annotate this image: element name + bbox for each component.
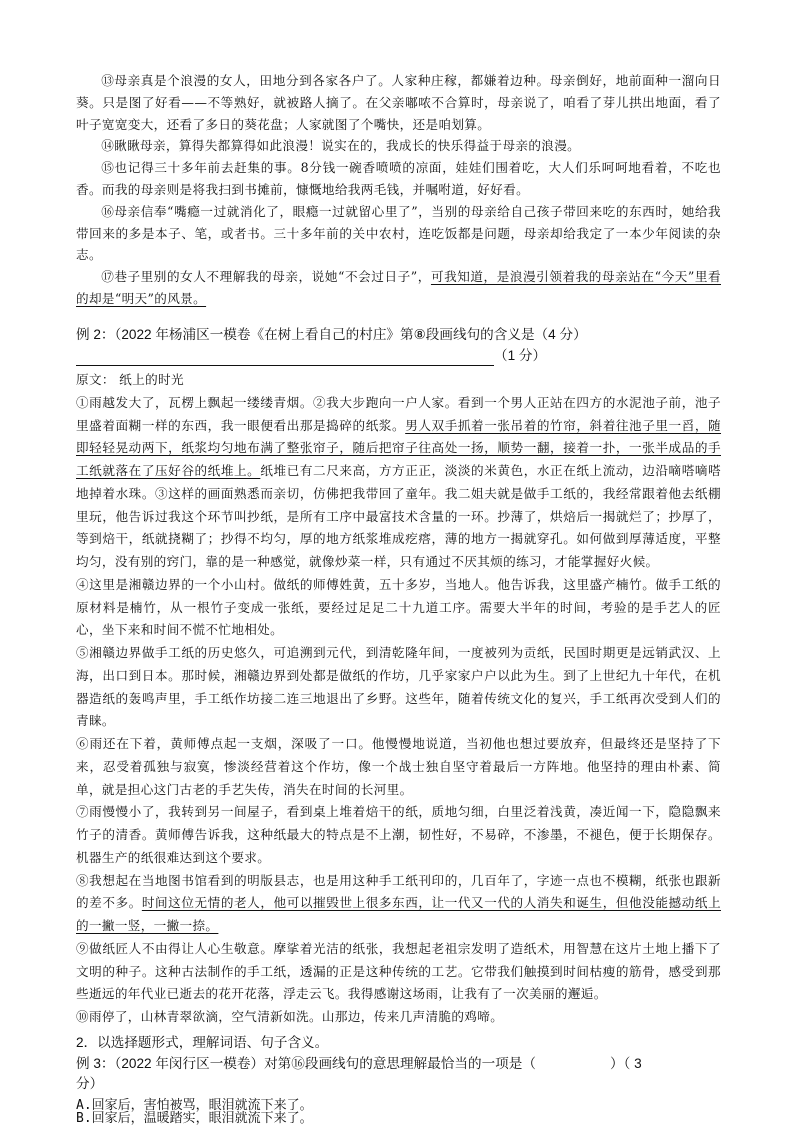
paragraph-13: ⑬母亲真是个浪漫的女人，田地分到各家各户了。人家种庄稼，都嫌着边种。母亲倒好，地前面种一溜向日葵。只是图了好看——不等熟好，就被路人摘了。在父亲嘟哝不合算时，母亲说了，咱看了芽儿拱出地面，看了叶子宽宽变大，还看了多日的葵花盘；人家就图了个嘴快，还是咱划算。 — [76, 73, 721, 132]
original-text — [76, 369, 721, 1029]
example-3-score-unit: 分） — [76, 1076, 104, 1091]
example-3-stem: 例 3：（2022 年闵行区一模卷）对第⑯段画线句的意思理解最恰当的一项是（ — [76, 1056, 536, 1071]
original-paragraph-1-rest: 纸堆已有二尺来高，方方正正，淡淡的米黄色，水正在纸上流动，边沿嘀嗒嘀嗒地掉着水珠。③这样的画面熟悉而亲切，仿佛把我带回了童年。我二姐夫就是做手工纸的，我经常跟着他去纸棚里玩，他告诉过我这个环节叫抄纸，是所有工序中最富技术含量的一环。抄薄了，烘焙后一揭就烂了；抄厚了，等到焙干，纸就挠糊了；抄得不均匀，厚的地方纸浆堆成疙瘩，薄的地方一揭就穿孔。如何做到厚薄适度，平整均匀，没有别的窍门，靠的是一种感觉，就像炒菜一样，只有通过不厌其烦的练习，才能掌握好火候。 — [76, 463, 722, 569]
option-a[interactable]: A.回家后，害怕被骂，眼泪就流下来了。 — [76, 1098, 313, 1113]
top-passage — [76, 70, 721, 310]
example-2-answer-line — [76, 346, 736, 366]
original-paragraph-7: ⑦雨慢慢小了，我转到另一间屋子，看到桌上堆着焙干的纸，质地匀细，白里泛着浅黄，凑近闻一下，隐隐飘来竹子的清香。黄师傅告诉我，这种纸最大的特点是不上潮，韧性好，不易碎，不渗墨，不褪色，便于长期保存。机器生产的纸很难达到这个要求。 — [76, 804, 721, 865]
original-paragraph-6: ⑥雨还在下着，黄师傅点起一支烟，深吸了一口。他慢慢地说道，当初他也想过要放弃，但最终还是坚持了下来，忍受着孤独与寂寞，惨淡经营着这个作坊，像一个战士独自坚守着最后一方阵地。他坚持的理由朴素、简单，就是担心这门古老的手艺失传，消失在时间的长河里。 — [76, 736, 721, 797]
original-paragraph-10: ⑩雨停了，山林青翠欲滴，空气清新如洗。山那边，传来几声清脆的鸡啼。 — [76, 1009, 504, 1024]
original-paragraph-8-plain: ⑧我想起在当地图书馆看到的明版县志，也是用这种手工纸刊印的，几百年了，字迹一点也不模糊，纸张也跟新的差不多。 — [76, 872, 721, 911]
original-paragraph-8-underlined: 时间这位无情的老人，他可以摧毁世上很多东西，让一代又一代的人消失和诞生，但他没能撼动纸上的一撇一竖，一撇一捺。 — [76, 895, 721, 933]
paragraph-17-underlined: 可我知道，是浪漫引领着我的母亲站在“今天”里看的却是“明天”的风景。 — [76, 269, 721, 306]
paragraph-16: ⑯母亲信奉“嘴瘾一过就消化了，眼瘾一过就留心里了”，当别的母亲给自己孩子带回来吃的东西时，她给我带回来的多是本子、笔，或者书。三十多年前的关中农村，连吃饭都是问题，母亲却给我定了一本少年阅读的杂志。 — [76, 203, 721, 263]
section-2-heading: 2．以选择题形式，理解词语、句子含义。 — [76, 1035, 329, 1050]
original-paragraph-1 — [76, 392, 721, 574]
original-paragraph-4: ④这里是湘赣边界的一个小山村。做纸的师傅姓黄，五十多岁，当地人。他告诉我，这里盛产楠竹。做手工纸的原材料是楠竹，从一根竹子变成一张纸，要经过足足二十九道工序。需要大半年的时间，考验的是手艺人的匠心，坐下来和时间不慌不忙地相处。 — [76, 576, 721, 638]
example-2-score: （1 分） — [494, 348, 547, 363]
original-paragraph-9: ⑨做纸匠人不由得让人心生敬意。摩挲着光洁的纸张，我想起老祖宗发明了造纸术，用智慧在这片土地上播下了文明的种子。这种古法制作的手工纸，透漏的正是这种传统的工艺。它带我们触摸到时间枯瘦的筋骨，感受到那些逝远的年代业已逝去的花开花落，浮走云飞。我得感谢这场雨，让我有了一次美丽的邂逅。 — [76, 940, 721, 1002]
option-b-wrapper — [76, 1111, 726, 1126]
paragraph-17 — [76, 266, 721, 310]
answer-blank[interactable] — [76, 350, 494, 366]
example-3-score: ）（ 3 — [609, 1056, 642, 1071]
original-paragraph-5: ⑤湘赣边界做手工纸的历史悠久，可追溯到元代，到清乾隆年间，一度被列为贡纸，民国时期更是远销武汉、上海，出口到日本。那时候，湘赣边界到处都是做纸的作坊，几乎家家户户以此为生。到了上世纪九十年代，在机器造纸的轰鸣声里，手工纸作坊接二连三地退出了乡野。这些年，随着传统文化的复兴，手工纸再次受到人们的青睐。 — [76, 645, 721, 729]
paragraph-14: ⑭瞅瞅母亲，算得失都算得如此浪漫！说实在的，我成长的快乐得益于母亲的浪漫。 — [101, 138, 581, 154]
example-3-question — [76, 1054, 726, 1094]
original-title: 原文： 纸上的时光 — [76, 372, 184, 387]
paragraph-15: ⑮也记得三十多年前去赶集的事。8分钱一碗香喷喷的凉面，娃娃们围着吃，大人们乐呵呵地看着，不吃也香。而我的母亲则是将我扫到书摊前，慷慨地给我两毛钱，并嘱咐道，好好看。 — [76, 160, 721, 197]
example-2-heading: 例 2：（2022 年杨浦区一模卷《在树上看自己的村庄》第⑧段画线句的含义是（4 分） — [76, 327, 587, 342]
original-paragraph-1-plain: ①雨越发大了，瓦楞上飘起一缕缕青烟。②我大步跑向一户人家。看到一个男人正站在四方的水泥池子前，池子里盛着面糊一样的东西，我一眼便看出那是捣碎的纸浆。 — [76, 394, 721, 433]
paragraph-17-plain: ⑰巷子里别的女人不理解我的母亲，说她“不会过日子”， — [101, 269, 431, 285]
option-b[interactable]: B.回家后，温暖踏实，眼泪就流下来了。 — [76, 1111, 313, 1126]
original-paragraph-8 — [76, 870, 721, 938]
original-paragraph-1-underlined: 男人双手抓着一张吊着的竹帘，斜着往池子里一舀，随即轻轻晃动两下，纸浆均匀地布满了整张帘子，随后把帘子往高处一扬，顺势一翻，接着一扑，一张半成品的手工纸就落在了压好谷的纸堆上。 — [76, 417, 722, 478]
